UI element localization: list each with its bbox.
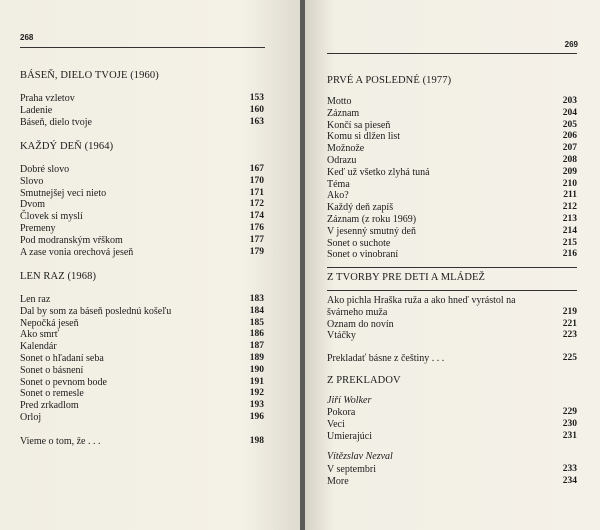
toc-entry <box>327 249 577 261</box>
toc-entry <box>20 294 264 306</box>
entry-title: Sonet o hľadaní seba <box>20 352 104 364</box>
section-title: PRVÉ A POSLEDNÉ (1977) <box>327 75 452 86</box>
entry-page: 206 <box>562 131 577 142</box>
toc-entry <box>20 199 264 211</box>
section-title: Z TVORBY PRE DETI A MLÁDEŽ <box>327 272 486 283</box>
section-list <box>327 96 577 261</box>
entry-page: 171 <box>249 187 264 198</box>
entry-title: Kalendár <box>20 341 57 353</box>
entry-title: Ako pichla Hraška ruža a ako hneď vyrástol na švárneho muža <box>327 295 516 318</box>
entry-title: Prekladať básne z češtiny . . . <box>327 353 445 364</box>
entry-page: 191 <box>249 376 264 387</box>
entry-page: 198 <box>249 436 264 446</box>
entry-page: 223 <box>562 330 577 341</box>
entry-page: 225 <box>562 353 577 363</box>
toc-entry <box>327 96 577 108</box>
entry-page: 190 <box>249 364 264 375</box>
entry-title: Záznam <box>327 107 360 119</box>
toc-entry <box>20 377 264 389</box>
toc-entry <box>327 131 577 143</box>
toc-entry <box>327 120 577 132</box>
entry-title: Záznam (z roku 1969) <box>327 213 417 225</box>
entry-page: 176 <box>249 222 264 233</box>
author-name: Vítězslav Nezval <box>327 451 393 462</box>
entry-title: Téma <box>327 178 350 190</box>
toc-entry <box>327 155 577 167</box>
entry-page: 216 <box>562 249 577 260</box>
section-list <box>20 93 264 128</box>
entry-page: 219 <box>562 306 577 317</box>
entry-page: 234 <box>562 475 577 486</box>
entry-title: Umierajúci <box>327 430 372 442</box>
entry-title: V septembri <box>327 464 376 475</box>
standalone-entry <box>20 436 264 448</box>
toc-entry <box>20 235 264 247</box>
entry-title: Smutnejšej veci nieto <box>20 187 107 199</box>
entry-page: 207 <box>562 143 577 154</box>
toc-entry <box>327 295 577 319</box>
entry-page: 153 <box>249 93 264 103</box>
toc-entry <box>327 238 577 250</box>
entry-page: 160 <box>249 104 264 115</box>
section-title: LEN RAZ (1968) <box>20 271 97 282</box>
entry-page: 174 <box>249 211 264 222</box>
entry-page: 163 <box>249 116 264 127</box>
entry-page: 208 <box>562 154 577 165</box>
entry-title: Sonet o remesle <box>20 388 84 400</box>
header-rule <box>20 47 265 48</box>
author-name: Jiří Wolker <box>327 395 372 406</box>
entry-title: Každý deň zapíš <box>327 202 394 214</box>
toc-entry <box>20 318 264 330</box>
toc-entry <box>20 188 264 200</box>
entry-title: Možnože <box>327 143 365 155</box>
entry-title: Slovo <box>20 175 44 187</box>
entry-title: Pred zrkadlom <box>20 400 79 412</box>
entry-title: Sonet o suchote <box>327 237 391 249</box>
entry-page: 187 <box>249 341 264 352</box>
section-list <box>327 407 577 442</box>
entry-title: Odrazu <box>327 154 357 166</box>
entry-page: 231 <box>562 430 577 441</box>
entry-title: Keď už všetko zlyhá tuná <box>327 166 430 178</box>
entry-page: 209 <box>562 166 577 177</box>
toc-entry <box>20 164 264 176</box>
entry-title: Orloj <box>20 411 42 423</box>
toc-entry <box>327 190 577 202</box>
toc-entry <box>327 464 577 476</box>
toc-entry <box>327 226 577 238</box>
entry-page: 196 <box>249 411 264 422</box>
toc-entry <box>327 476 577 488</box>
entry-page: 221 <box>562 318 577 329</box>
toc-entry <box>20 329 264 341</box>
toc-entry <box>20 105 264 117</box>
entry-title: Motto <box>327 96 352 107</box>
section-title: BÁSEŇ, DIELO TVOJE (1960) <box>20 70 159 81</box>
toc-entry <box>327 167 577 179</box>
entry-title: Oznam do novín <box>327 318 394 330</box>
entry-page: 186 <box>249 329 264 340</box>
entry-title: Dobré slovo <box>20 164 70 175</box>
entry-page: 203 <box>562 96 577 106</box>
toc-entry <box>20 306 264 318</box>
toc-entry <box>327 407 577 419</box>
toc-entry <box>327 431 577 443</box>
entry-title: Komu si dlžen list <box>327 131 401 143</box>
entry-title: Sonet o básnení <box>20 364 84 376</box>
toc-entry <box>327 214 577 226</box>
toc-entry <box>20 211 264 223</box>
entry-title: Končí sa pieseň <box>327 119 391 131</box>
section-list <box>20 164 264 258</box>
toc-entry <box>20 223 264 235</box>
page-number: 269 <box>564 40 578 49</box>
toc-entry <box>327 202 577 214</box>
entry-page: 193 <box>249 400 264 411</box>
page-number: 268 <box>20 33 34 42</box>
section-list <box>327 295 577 342</box>
toc-entry <box>327 143 577 155</box>
entry-title: Báseň, dielo tvoje <box>20 116 92 128</box>
entry-page: 172 <box>249 199 264 210</box>
entry-title: More <box>327 475 349 487</box>
entry-page: 233 <box>562 464 577 474</box>
entry-page: 213 <box>562 213 577 224</box>
entry-title: Človek si myslí <box>20 211 83 223</box>
section-title: Z PREKLADOV <box>327 375 401 386</box>
entry-page: 230 <box>562 418 577 429</box>
toc-entry <box>20 341 264 353</box>
section-rule <box>327 267 577 268</box>
entry-page: 189 <box>249 352 264 363</box>
entry-page: 214 <box>562 225 577 236</box>
entry-page: 179 <box>249 246 264 257</box>
entry-page: 183 <box>249 294 264 304</box>
entry-page: 184 <box>249 305 264 316</box>
toc-entry <box>20 388 264 400</box>
entry-title: Vieme o tom, že . . . <box>20 436 101 447</box>
entry-page: 215 <box>562 237 577 248</box>
standalone-entry <box>327 353 577 365</box>
toc-entry <box>327 108 577 120</box>
section-title: KAŽDÝ DEŇ (1964) <box>20 141 114 152</box>
entry-title: Dal by som za báseň poslednú košeľu <box>20 305 172 317</box>
entry-title: A zase vonia orechová jeseň <box>20 246 134 258</box>
toc-entry <box>327 319 577 331</box>
toc-entry <box>20 436 264 448</box>
entry-page: 210 <box>562 178 577 189</box>
entry-title: Len raz <box>20 294 51 305</box>
entry-page: 229 <box>562 407 577 417</box>
entry-page: 185 <box>249 317 264 328</box>
toc-entry <box>20 400 264 412</box>
header-rule <box>327 53 577 54</box>
entry-page: 205 <box>562 119 577 130</box>
entry-title: Sonet o pevnom bode <box>20 376 107 388</box>
toc-entry <box>20 365 264 377</box>
entry-title: Ladenie <box>20 104 53 116</box>
entry-title: Nepočká jeseň <box>20 317 79 329</box>
entry-page: 204 <box>562 107 577 118</box>
toc-entry <box>20 247 264 259</box>
toc-entry <box>327 353 577 365</box>
section-list <box>20 294 264 424</box>
entry-title: Ako? <box>327 190 349 202</box>
section-list <box>327 464 577 488</box>
entry-title: Pod modranským vŕškom <box>20 234 123 246</box>
entry-page: 212 <box>562 202 577 213</box>
entry-title: Vtáčky <box>327 330 356 342</box>
toc-entry <box>327 330 577 342</box>
toc-entry <box>20 353 264 365</box>
entry-page: 177 <box>249 234 264 245</box>
entry-page: 211 <box>563 190 577 201</box>
entry-title: Ako smrť <box>20 329 59 341</box>
entry-title: Veci <box>327 418 345 430</box>
right-page <box>305 0 600 530</box>
entry-title: Pokora <box>327 407 356 418</box>
toc-entry <box>327 179 577 191</box>
entry-title: Sonet o vinobraní <box>327 249 399 261</box>
entry-page: 192 <box>249 388 264 399</box>
toc-entry <box>20 117 264 129</box>
toc-entry <box>327 419 577 431</box>
entry-page: 167 <box>249 164 264 174</box>
toc-entry <box>20 93 264 105</box>
entry-title: V jesenný smutný deň <box>327 225 416 237</box>
entry-title: Dvom <box>20 199 45 211</box>
toc-entry <box>20 176 264 188</box>
entry-title: Praha vzletov <box>20 93 75 104</box>
entry-title: Premeny <box>20 222 56 234</box>
section-rule <box>327 290 577 291</box>
toc-entry <box>20 412 264 424</box>
entry-page: 170 <box>249 175 264 186</box>
